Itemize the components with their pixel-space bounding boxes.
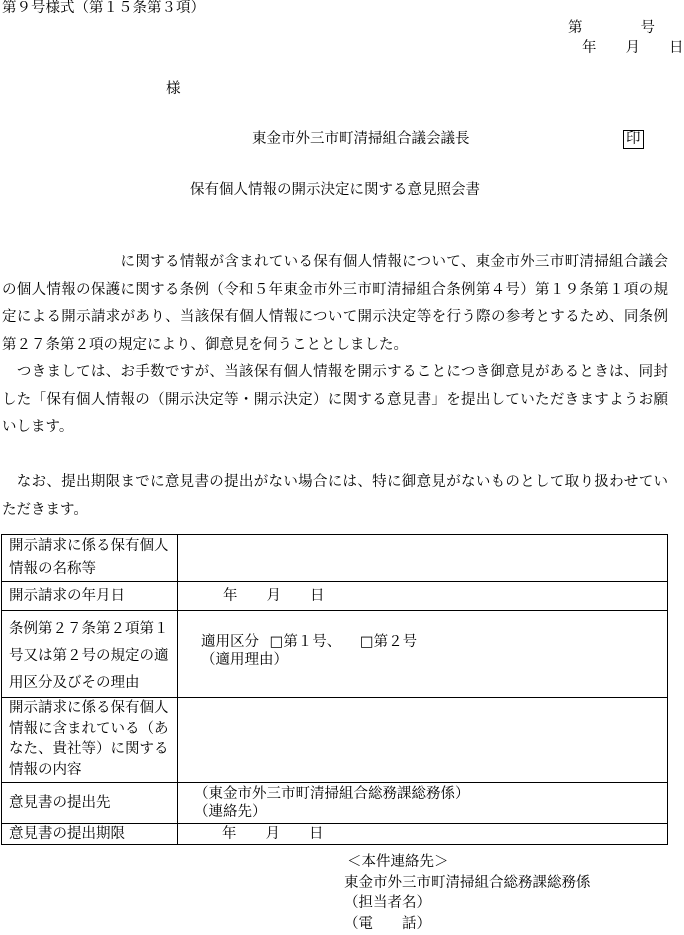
- option-2-checkbox[interactable]: □: [359, 634, 374, 650]
- row-value-submit: [178, 783, 668, 824]
- contact-heading: ＜本件連絡先＞: [347, 854, 449, 870]
- row-label-article: 条例第２７条第２項第１号又は第２号の規定の適用区分及びその理由: [2, 611, 178, 698]
- document-number: 第 号: [568, 20, 655, 36]
- table-row: [2, 824, 668, 845]
- row-value-article: [178, 611, 668, 698]
- table-row: [2, 535, 668, 582]
- contact-phone: （電 話）: [344, 915, 431, 932]
- reason-line: （適用理由）: [201, 652, 288, 668]
- contact-person: （担当者名）: [344, 895, 431, 911]
- row-label-deadline: 意見書の提出期限: [2, 824, 178, 845]
- contact-block: [344, 852, 591, 934]
- submit-destination: （東金市外三市町清掃組合総務課総務係）: [194, 786, 470, 802]
- contact-org: 東金市外三市町清掃組合総務課総務係: [344, 874, 591, 891]
- document-date: 年 月 日: [582, 40, 684, 56]
- row-label-name: 開示請求に係る保有個人情報の名称等: [2, 535, 178, 582]
- body-paragraph-1: に関する情報が含まれている保有個人情報について、東金市外三市町清掃組合議会の個人情報の保護に関する条例（令和５年東金市外三市町清掃組合条例第４号）第１９条第１項の規定による開示請求があり、当該保有個人情報について開示決定等を行う際の参考とするため、同条例第２７条第２項の規定により、御意見を伺うこととしました。: [2, 254, 668, 353]
- category-line: [201, 633, 660, 651]
- row-label-content: 開示請求に係る保有個人情報に含まれている（あなた、貴社等）に関する情報の内容: [2, 698, 178, 783]
- table-row: [2, 783, 668, 824]
- row-label-request-date: 開示請求の年月日: [2, 582, 178, 611]
- addressee-suffix: 様: [166, 81, 181, 97]
- category-prefix: 適用区分: [201, 634, 259, 650]
- information-table: [1, 534, 668, 845]
- row-value-deadline: 年 月 日: [178, 824, 668, 845]
- table-row: [2, 698, 668, 783]
- sender-name: 東金市外三市町清掃組合議会議長: [252, 131, 470, 147]
- submit-contact: （連絡先）: [194, 804, 267, 820]
- form-label: 第９号様式（第１５条第３項）: [2, 0, 205, 16]
- option-1-label: 第１号、: [283, 634, 342, 650]
- row-value-content: [178, 698, 668, 783]
- row-value-request-date: 年 月 日: [178, 582, 668, 611]
- body-paragraph-2: つきましては、お手数ですが、当該保有個人情報を開示することにつき御意見があるときは、同封した「保有個人情報の（開示決定等・開示決定）に関する意見書」を提出していただきますようお願いします。: [2, 364, 668, 435]
- option-2-label: 第２号: [373, 634, 418, 650]
- table-row: [2, 611, 668, 698]
- row-label-submit: 意見書の提出先: [2, 783, 178, 824]
- table-row: [2, 582, 668, 611]
- option-1-checkbox[interactable]: □: [269, 634, 284, 650]
- row-value-name: [178, 535, 668, 582]
- document-title: 保有個人情報の開示決定に関する意見照会書: [190, 182, 480, 198]
- body-paragraph-3: なお、提出期限までに意見書の提出がない場合には、特に御意見がないものとして取り扱わせていただきます。: [2, 474, 668, 518]
- seal-mark: 印: [623, 130, 644, 149]
